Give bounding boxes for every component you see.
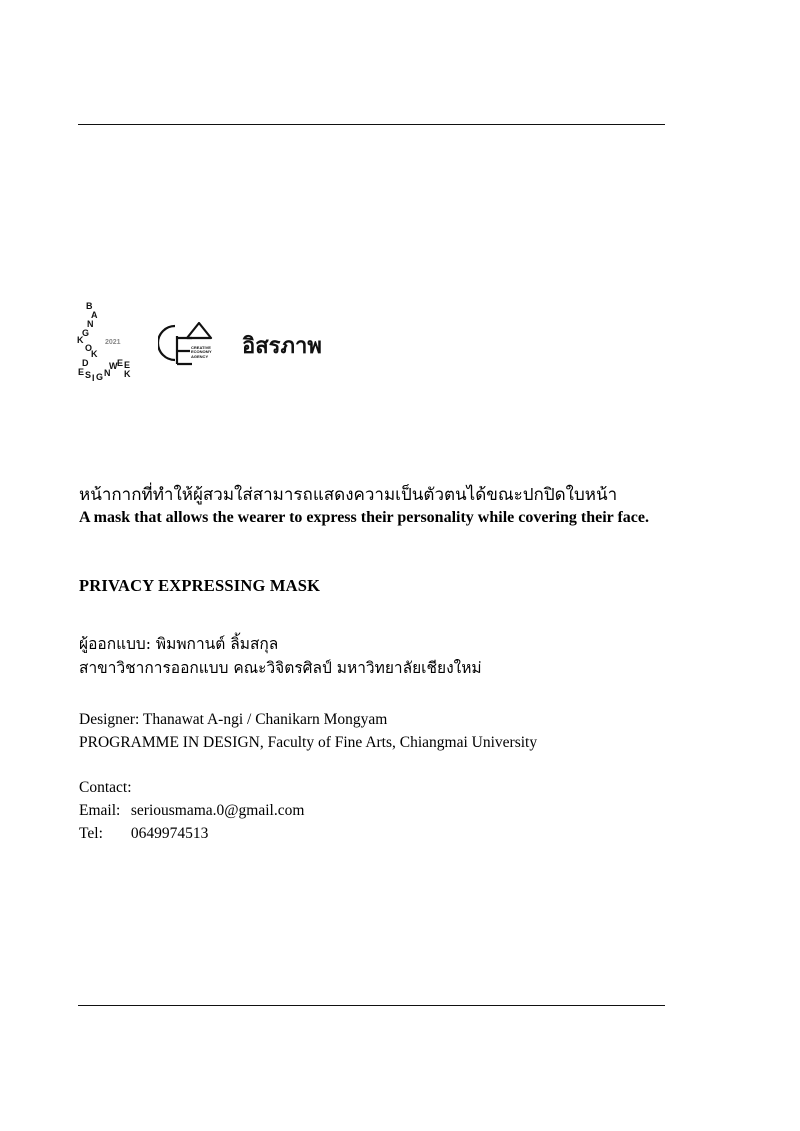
bangkok-design-week-logo (76, 302, 138, 382)
brand-name: อิสรภาพ (242, 334, 322, 359)
contact-tel-row (79, 824, 208, 844)
logo-letter: K (91, 349, 98, 359)
logo-letter: S (85, 370, 92, 380)
title-thai: หน้ากากที่ทำให้ผู้สวมใส่สามารถแสดงความเป็นตัวตนได้ขณะปกปิดใบหน้า (79, 485, 618, 505)
tel-value[interactable]: 0649974513 (130, 825, 209, 842)
logo-letter: A (91, 310, 98, 320)
logo-letter: E (124, 360, 131, 370)
email-label: Email: (79, 802, 121, 819)
bottom-divider (78, 1005, 665, 1006)
top-divider (78, 124, 665, 125)
designer-thai: ผู้ออกแบบ: พิมพกานต์ ลิ้มสกุล (79, 635, 279, 653)
email-value[interactable]: seriousmama.0@gmail.com (130, 802, 305, 819)
logo-letter: K (124, 369, 131, 379)
contact-heading: Contact: (79, 779, 132, 796)
logo-letter: K (77, 335, 84, 345)
contact-email-row (79, 801, 304, 821)
logo-letter: N (87, 319, 94, 329)
logo-letter: E (117, 358, 124, 368)
logo-letter: O (85, 343, 93, 353)
logo-letter: I (92, 373, 95, 383)
cea-logo-text: CREATIVE ECONOMY AGENCY (191, 345, 212, 359)
logo-letter: D (82, 358, 89, 368)
logo-letter: G (82, 328, 90, 338)
logo-letter: E (78, 367, 85, 377)
logo-letter: W (109, 361, 118, 371)
tel-label: Tel: (79, 825, 103, 842)
logo-letter: B (86, 301, 93, 311)
department-thai: สาขาวิชาการออกแบบ คณะวิจิตรศิลป์ มหาวิทยาลัยเชียงใหม่ (79, 659, 482, 677)
programme-english: PROGRAMME IN DESIGN, Faculty of Fine Arts, Chiangmai University (79, 734, 538, 751)
logo-letter: N (104, 368, 111, 378)
title-english: A mask that allows the wearer to express their personality while covering their face. (79, 509, 649, 526)
designer-english: Designer: Thanawat A-ngi / Chanikarn Mongyam (79, 711, 388, 728)
logo-letter: G (96, 372, 104, 382)
cea-logo-mark (158, 322, 228, 366)
logo-year: 2021 (105, 339, 121, 346)
project-name: PRIVACY EXPRESSING MASK (79, 576, 321, 595)
